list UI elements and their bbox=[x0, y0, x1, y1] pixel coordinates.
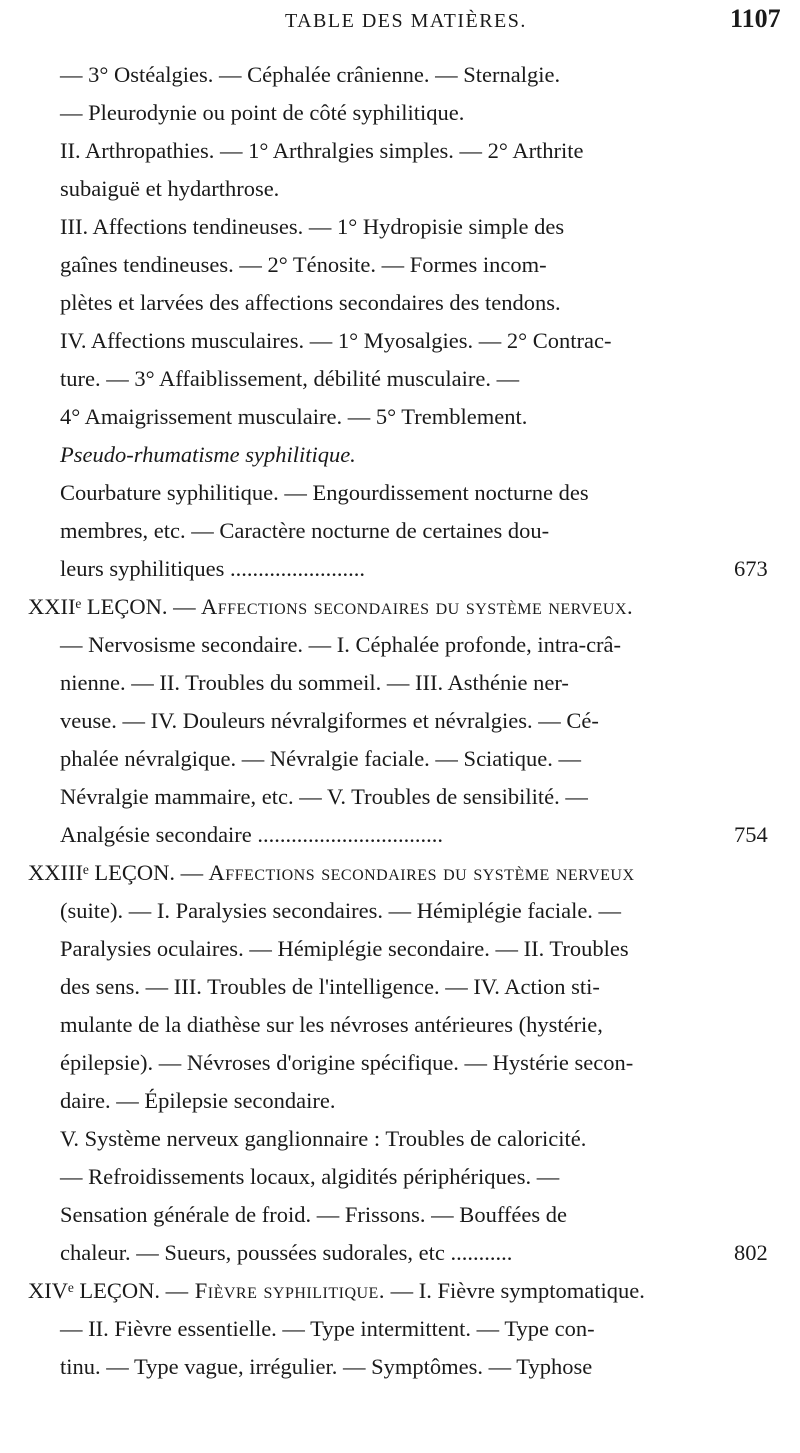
toc-page-ref: 802 bbox=[734, 1240, 768, 1265]
toc-line: Névralgie mammaire, etc. — V. Troubles de sensibilité. — bbox=[60, 784, 588, 809]
toc-line: gaînes tendineuses. — 2° Ténosite. — Formes incom- bbox=[60, 252, 547, 277]
toc-line: membres, etc. — Caractère nocturne de certaines dou- bbox=[60, 518, 550, 543]
page-header bbox=[0, 0, 800, 50]
toc-line-with-page: leurs syphilitiques ........................ 673 bbox=[60, 554, 790, 584]
toc-line: ture. — 3° Affaiblissement, débilité musculaire. — bbox=[60, 366, 520, 391]
toc-line: — Refroidissements locaux, algidités périphériques. — bbox=[60, 1164, 560, 1189]
toc-line: V. Système nerveux ganglionnaire : Troubles de caloricité. bbox=[60, 1126, 587, 1151]
toc-line: — Pleurodynie ou point de côté syphilitique. bbox=[60, 100, 465, 125]
lesson-title: — Affections secondaires du système nerveux bbox=[180, 860, 635, 885]
lesson-title: — Affections secondaires du système nerveux. bbox=[173, 594, 634, 619]
section-heading: Pseudo-rhumatisme syphilitique. bbox=[60, 442, 356, 467]
toc-line: épilepsie). — Névroses d'origine spécifique. — Hystérie secon- bbox=[60, 1050, 634, 1075]
toc-line: IV. Affections musculaires. — 1° Myosalgies. — 2° Contrac- bbox=[60, 328, 612, 353]
toc-line-with-page: Analgésie secondaire ................................. 754 bbox=[60, 820, 790, 850]
toc-line: nienne. — II. Troubles du sommeil. — III. Asthénie ner- bbox=[60, 670, 569, 695]
toc-line: daire. — Épilepsie secondaire. bbox=[60, 1088, 336, 1113]
running-title: TABLE DES MATIÈRES. bbox=[285, 10, 527, 32]
toc-line: — II. Fièvre essentielle. — Type intermittent. — Type con- bbox=[60, 1316, 595, 1341]
lesson-title: — Fièvre syphilitique. bbox=[165, 1278, 385, 1303]
toc-page-ref: 673 bbox=[734, 556, 768, 581]
toc-line: III. Affections tendineuses. — 1° Hydropisie simple des bbox=[60, 214, 565, 239]
lesson-heading bbox=[28, 1276, 645, 1306]
toc-line: II. Arthropathies. — 1° Arthralgies simples. — 2° Arthrite bbox=[60, 138, 584, 163]
toc-page-ref: 754 bbox=[734, 822, 768, 847]
lesson-number: XIVᵉ LEÇON. bbox=[28, 1278, 161, 1303]
toc-line: tinu. — Type vague, irrégulier. — Symptômes. — Typhose bbox=[60, 1354, 593, 1379]
lesson-number: XXIIIᵉ LEÇON. bbox=[28, 860, 175, 885]
lesson-subtitle: — I. Fièvre symptomatique. bbox=[390, 1278, 645, 1303]
lesson-heading bbox=[28, 858, 635, 888]
toc-line: — 3° Ostéalgies. — Céphalée crânienne. — Sternalgie. bbox=[60, 62, 561, 87]
page-number: 1107 bbox=[730, 4, 781, 33]
toc-line: — Nervosisme secondaire. — I. Céphalée profonde, intra-crâ- bbox=[60, 632, 622, 657]
toc-line: Sensation générale de froid. — Frissons. — Bouffées de bbox=[60, 1202, 567, 1227]
lesson-number: XXIIᵉ LEÇON. bbox=[28, 594, 168, 619]
toc-line: veuse. — IV. Douleurs névralgiformes et névralgies. — Cé- bbox=[60, 708, 599, 733]
toc-line: plètes et larvées des affections secondaires des tendons. bbox=[60, 290, 561, 315]
lesson-heading bbox=[28, 592, 633, 622]
toc-line: phalée névralgique. — Névralgie faciale. — Sciatique. — bbox=[60, 746, 582, 771]
toc-line: (suite). — I. Paralysies secondaires. — Hémiplégie faciale. — bbox=[60, 898, 622, 923]
toc-line: 4° Amaigrissement musculaire. — 5° Tremblement. bbox=[60, 404, 528, 429]
toc-line: des sens. — III. Troubles de l'intelligence. — IV. Action sti- bbox=[60, 974, 600, 999]
toc-line: Courbature syphilitique. — Engourdissement nocturne des bbox=[60, 480, 589, 505]
toc-line: Paralysies oculaires. — Hémiplégie secondaire. — II. Troubles bbox=[60, 936, 629, 961]
toc-line: mulante de la diathèse sur les névroses antérieures (hystérie, bbox=[60, 1012, 603, 1037]
toc-line-with-page: chaleur. — Sueurs, poussées sudorales, etc ........... 802 bbox=[60, 1238, 790, 1268]
toc-line: subaiguë et hydarthrose. bbox=[60, 176, 280, 201]
